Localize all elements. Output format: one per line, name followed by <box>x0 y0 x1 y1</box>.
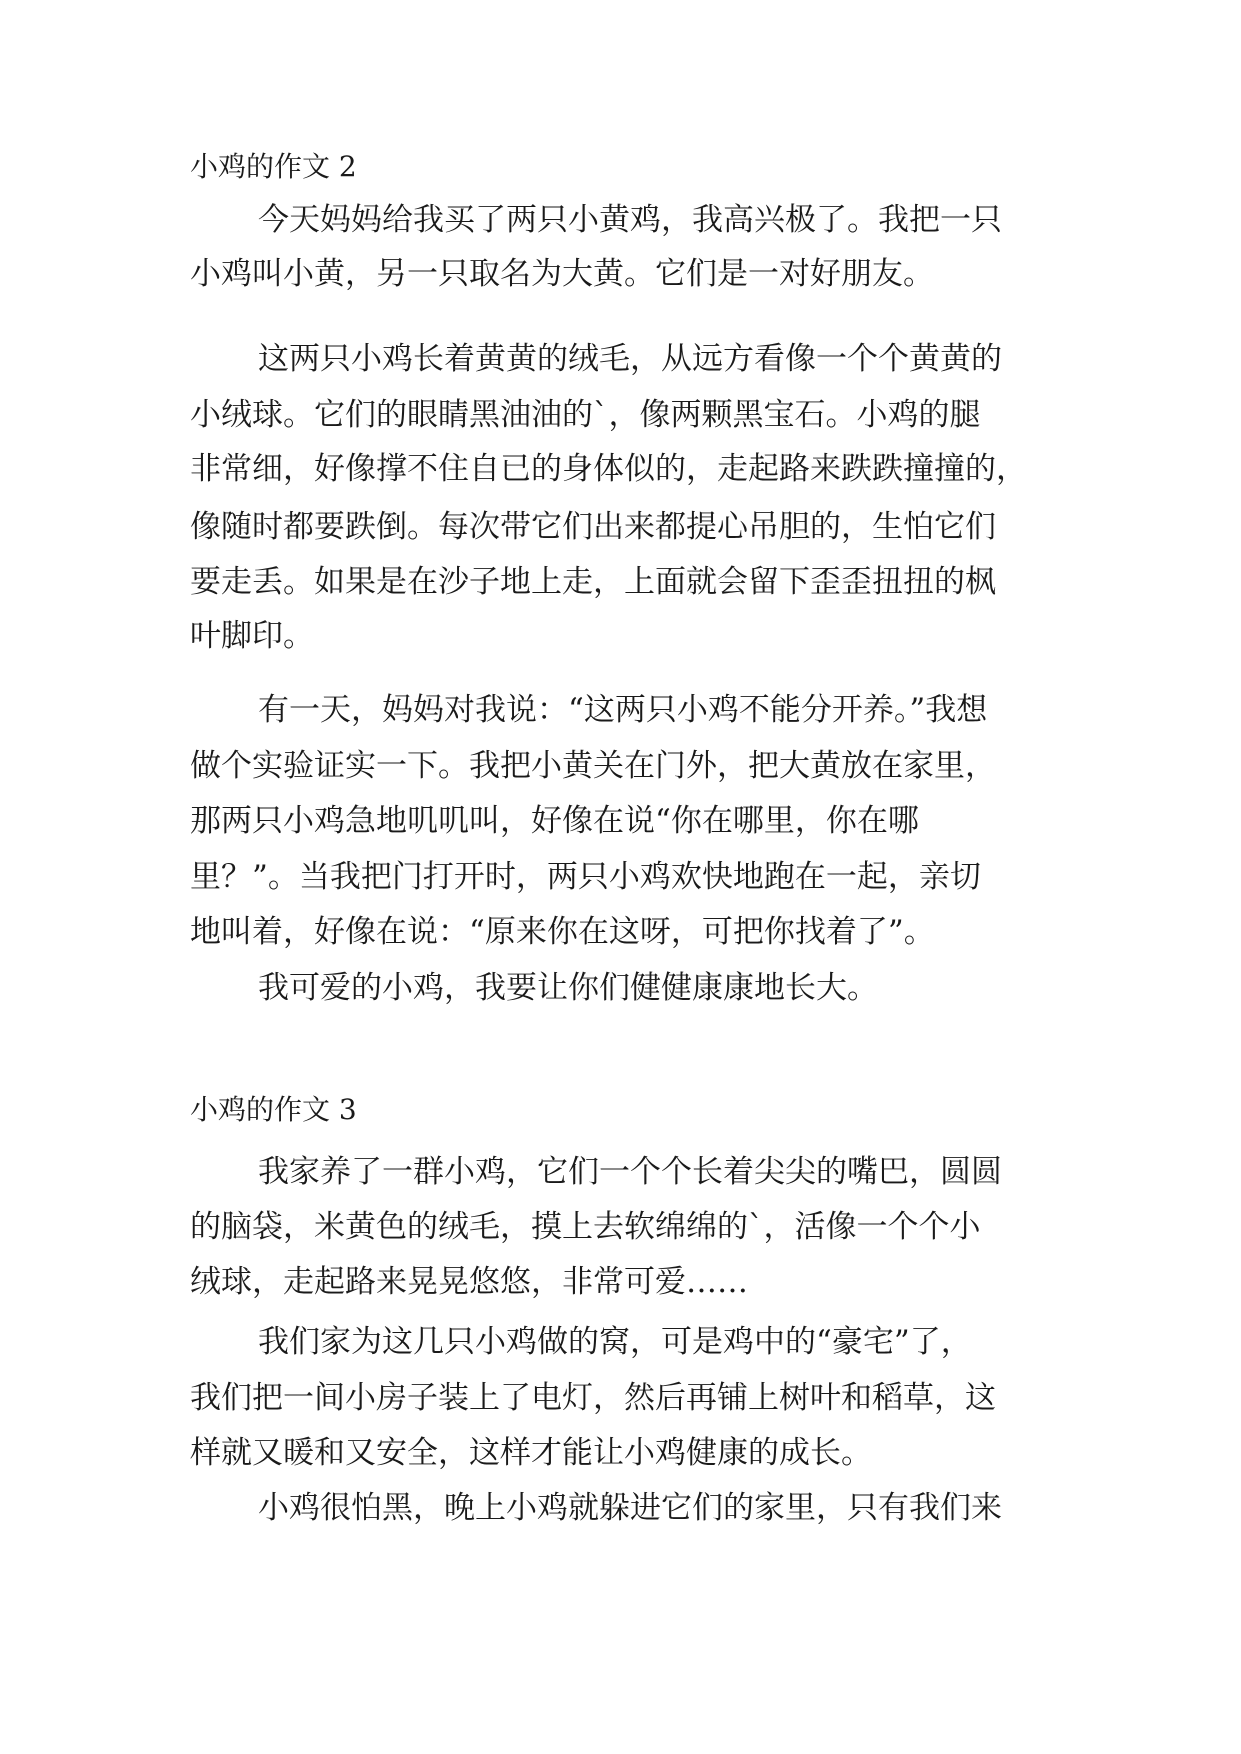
essay-2-line: 小绒球。它们的眼睛黑油油的`，像两颗黑宝石。小鸡的腿 <box>190 397 981 433</box>
essay-3-line: 的脑袋，米黄色的绒毛，摸上去软绵绵的`，活像一个个小 <box>190 1209 981 1245</box>
essay-2-line: 小鸡叫小黄，另一只取名为大黄。它们是一对好朋友。 <box>190 256 934 292</box>
essay-3-line: 样就又暖和又安全，这样才能让小鸡健康的成长。 <box>190 1435 872 1471</box>
essay-3-line: 小鸡很怕黑，晚上小鸡就躲进它们的家里，只有我们来 <box>258 1490 1002 1526</box>
essay-2-line: 那两只小鸡急地叽叽叫，好像在说“你在哪里，你在哪 <box>190 803 919 839</box>
essay-3-line: 我们把一间小房子装上了电灯，然后再铺上树叶和稻草，这 <box>190 1380 996 1416</box>
essay-2-line: 要走丢。如果是在沙子地上走，上面就会留下歪歪扭扭的枫 <box>190 564 996 600</box>
essay-2-line: 叶脚印。 <box>190 618 314 654</box>
essay-3-line: 我们家为这几只小鸡做的窝，可是鸡中的“豪宅”了， <box>258 1324 972 1360</box>
essay-2-line: 里？”。当我把门打开时，两只小鸡欢快地跑在一起，亲切 <box>190 859 981 895</box>
essay-2-line: 今天妈妈给我买了两只小黄鸡，我高兴极了。我把一只 <box>258 202 1002 238</box>
essay-2-line: 地叫着，好像在说：“原来你在这呀，可把你找着了”。 <box>190 914 935 950</box>
essay-3-line: 我家养了一群小鸡，它们一个个长着尖尖的嘴巴，圆圆 <box>258 1154 1002 1190</box>
essay-3-line: 绒球，走起路来晃晃悠悠，非常可爱…… <box>190 1264 748 1300</box>
essay-2-title: 小鸡的作文 2 <box>190 150 357 183</box>
essay-3-title: 小鸡的作文 3 <box>190 1093 357 1126</box>
essay-2-line: 这两只小鸡长着黄黄的绒毛，从远方看像一个个黄黄的 <box>258 341 1002 377</box>
essay-2-line: 做个实验证实一下。我把小黄关在门外，把大黄放在家里， <box>190 748 996 784</box>
essay-2-line: 非常细，好像撑不住自已的身体似的，走起路来跌跌撞撞的， <box>190 451 1027 487</box>
essay-2-line: 我可爱的小鸡，我要让你们健健康康地长大。 <box>258 970 878 1006</box>
essay-2-line: 像随时都要跌倒。每次带它们出来都提心吊胆的，生怕它们 <box>190 509 996 545</box>
essay-2-line: 有一天，妈妈对我说：“这两只小鸡不能分开养。”我想 <box>258 692 988 728</box>
